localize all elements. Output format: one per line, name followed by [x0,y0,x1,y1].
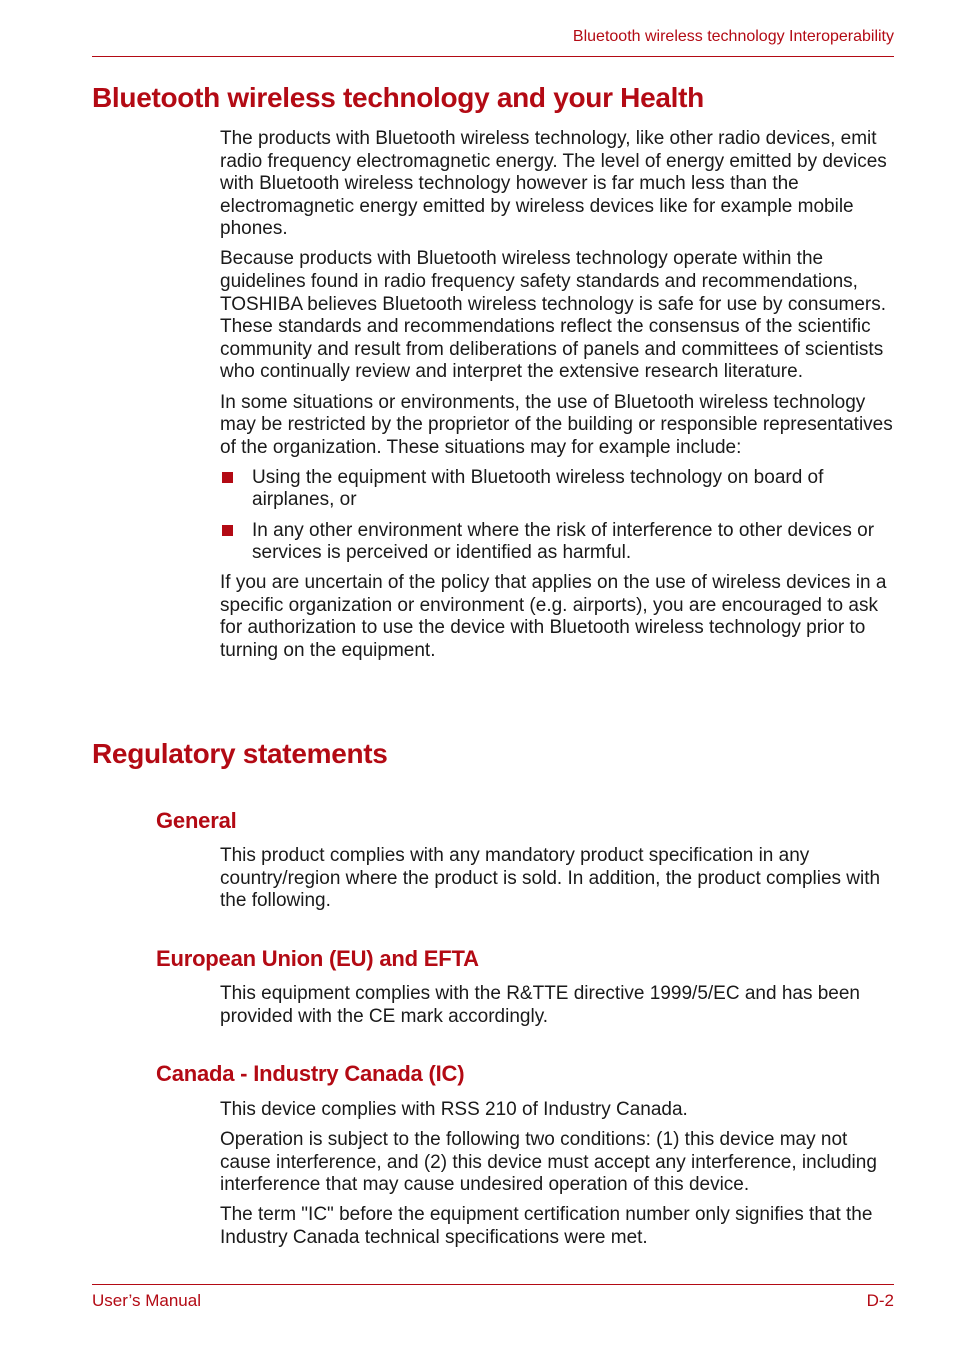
header-rule [92,56,894,57]
list-item [220,520,900,565]
health-section-body [220,128,900,670]
paragraph: In some situations or environments, the use of Bluetooth wireless technology may be restricted by the proprietor of the building or responsible representatives of the organization. These situations may for example include: [220,391,893,458]
paragraph: This equipment complies with the R&TTE directive 1999/5/EC and has been provided with the CE mark accordingly. [220,983,860,1027]
general-heading: General [156,808,237,833]
canada-body [220,1099,900,1257]
paragraph: The term "IC" before the equipment certification number only signifies that the Industry Canada technical specifications were met. [220,1204,873,1248]
list-item-text: Using the equipment with Bluetooth wireless technology on board of airplanes, or [252,466,824,511]
bullet-list [220,467,900,565]
paragraph: Operation is subject to the following two conditions: (1) this device may not cause interference, and (2) this device must accept any interference, including interference that may cause undesired operation of this device. [220,1129,877,1196]
page-number: D-2 [866,1291,894,1310]
list-item-text: In any other environment where the risk of interference to other devices or services is perceived or identified as harmful. [252,519,875,564]
eu-body [220,983,900,1036]
paragraph: If you are uncertain of the policy that applies on the use of wireless devices in a specific organization or environment (e.g. airports), you are encouraged to ask for authorization to use the device with Bluetooth wireless technology prior to turning on the equipment. [220,572,887,661]
paragraph: The products with Bluetooth wireless technology, like other radio devices, emit radio frequency electromagnetic energy. The level of energy emitted by devices with Bluetooth wireless technology however is far much less than the electromagnetic energy emitted by wireless devices like for example mobile phones. [220,128,887,240]
health-section-title: Bluetooth wireless technology and your Health [92,82,704,113]
paragraph: This product complies with any mandatory product specification in any country/region where the product is sold. In addition, the product complies with the following. [220,845,881,912]
canada-heading: Canada - Industry Canada (IC) [156,1061,465,1086]
square-bullet-icon [222,525,233,536]
footer-manual-label: User’s Manual [92,1291,201,1310]
footer-rule [92,1284,894,1285]
general-body [220,845,900,920]
eu-heading: European Union (EU) and EFTA [156,946,479,971]
list-item [220,467,900,512]
square-bullet-icon [222,472,233,483]
running-head: Bluetooth wireless technology Interoperability [572,28,894,45]
paragraph: This device complies with RSS 210 of Industry Canada. [220,1099,688,1120]
paragraph: Because products with Bluetooth wireless technology operate within the guidelines found in radio frequency safety standards and recommendations, TOSHIBA believes Bluetooth wireless technology is safe for use by consumers. These standards and recommendations reflect the consensus of the scientific community and result from deliberations of panels and committees of scientists who continually review and interpret the extensive research literature. [220,248,887,383]
regulatory-section-title: Regulatory statements [92,738,388,769]
